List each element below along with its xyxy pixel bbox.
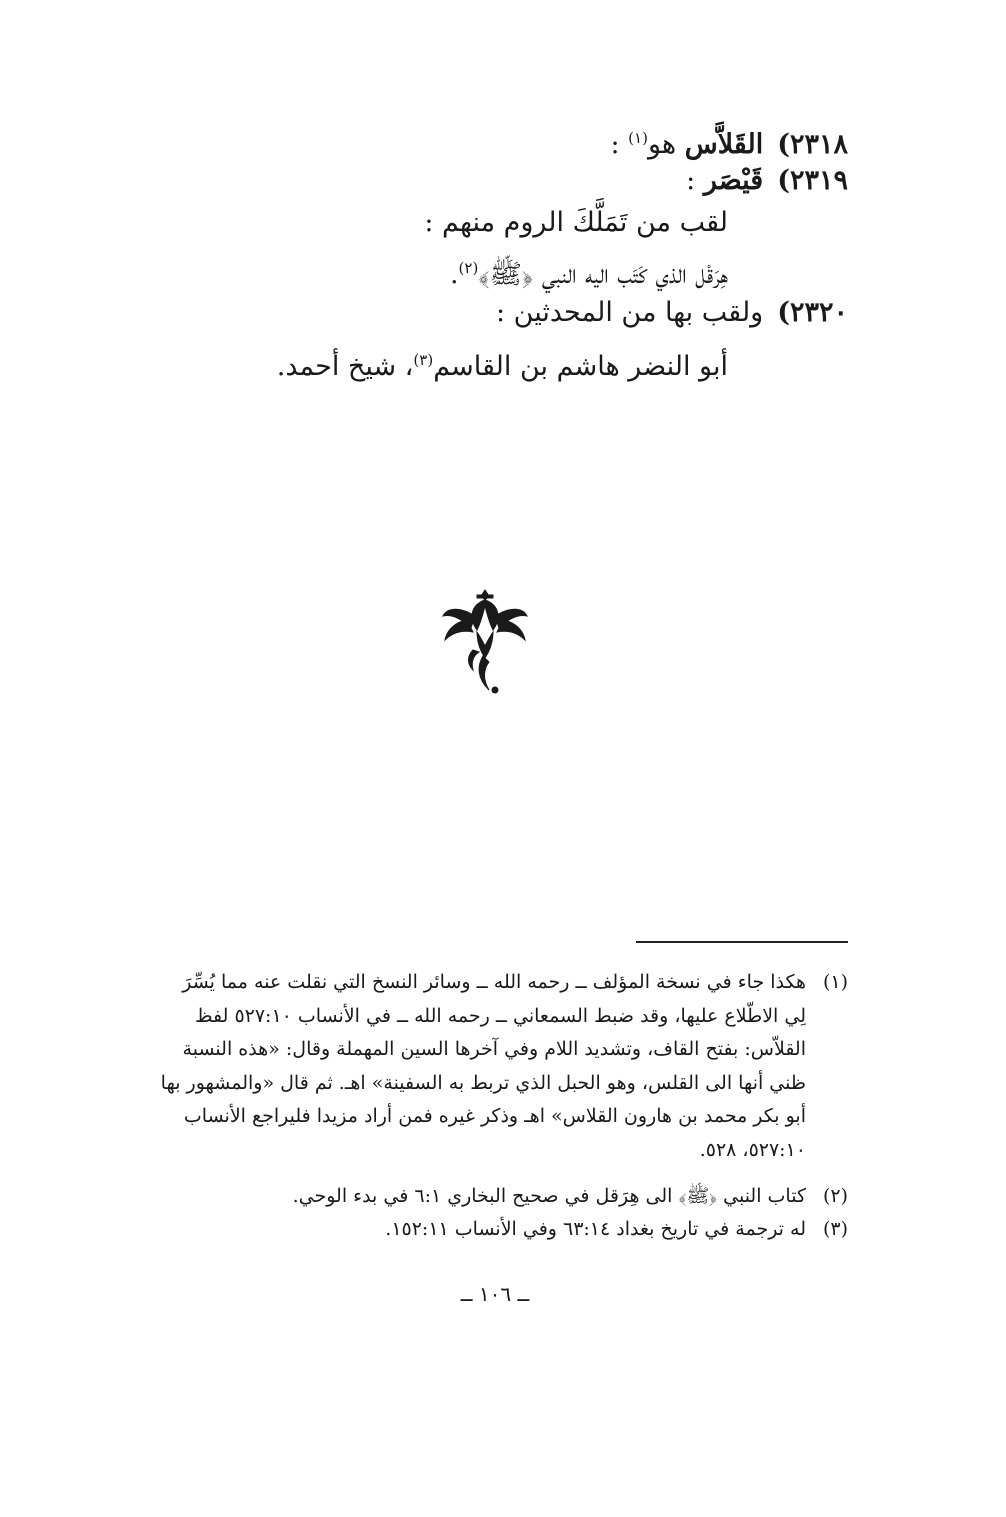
sub-line-text: هِرَقْل الذي كَتَب اليه النبي ﴿ﷺ﴾: [478, 259, 728, 290]
footnote-line: ظني أنها الى القلس، وهو الحبل الذي تربط به السفينة» اهـ. ثم قال «والمشهور بها: [160, 1071, 806, 1094]
footnote-line: القلاّس: بفتح القاف، وتشديد اللام وفي آخرها السين المهملة وقال: «هذه النسبة: [182, 1038, 806, 1060]
entry-term: القَلاَّس: [684, 129, 764, 160]
entry-text: ولقب بها من المحدثين :: [495, 297, 764, 328]
entry-term: قَيْصَر: [703, 165, 764, 196]
footnote-line: كتاب النبي ﴿ﷺ﴾ الى هِرَقل في صحيح البخاري ٦:١ في بدء الوحي.: [292, 1185, 806, 1207]
sub-line-tail: .: [449, 259, 459, 290]
sub-line-tail: ، شيخ أحمد.: [276, 351, 414, 382]
sub-line: [168, 248, 728, 295]
footnote-1: [136, 966, 806, 1167]
sub-line: [168, 340, 728, 387]
entry-number: ٢٣١٨): [777, 129, 848, 160]
entry-2318: [148, 118, 848, 165]
footnote-line: هكذا جاء في نسخة المؤلف ــ رحمه الله ــ وسائر النسخ التي نقلت عنه مما يُسِّرَ: [182, 971, 806, 993]
entry-number: ٢٣٢٠): [777, 297, 848, 328]
floral-ornament-icon: [437, 586, 533, 696]
footnote-mark: (٢): [822, 1185, 848, 1207]
entry-2320: [148, 293, 848, 333]
footnote-ref: (٣): [413, 351, 434, 369]
footnote-line: له ترجمة في تاريخ بغداد ٦٣:١٤ وفي الأنساب ١٥٢:١١.: [385, 1218, 806, 1240]
footnote-line: ٥٢٧:١٠، ٥٢٨.: [699, 1138, 806, 1161]
entry-2319: [148, 161, 848, 201]
footnote-mark: (٣): [822, 1218, 848, 1240]
sub-line-text: أبو النضر هاشم بن القاسم: [433, 351, 728, 382]
footnote-line: لِي الاطّلاع عليها، وقد ضبط السمعاني ــ رحمه الله ــ في الأنساب ٥٢٧:١٠ لفظ: [194, 1004, 806, 1027]
entry-text: هو: [647, 129, 685, 160]
footnote-line: أبو بكر محمد بن هارون القلاس» اهـ وذكر غيره فمن أراد مزيدا فليراجع الأنساب: [183, 1105, 806, 1127]
footnote-mark: (١): [822, 971, 848, 993]
sub-line-text: لقب من تَمَلَّكَ الروم منهم :: [424, 207, 728, 238]
footnote-3: [136, 1213, 806, 1247]
footnote-ref: (١): [628, 129, 648, 147]
page-number: ــ ١٠٦ ــ: [460, 1282, 530, 1306]
footnote-separator: [636, 941, 848, 943]
footnote-2: [136, 1180, 806, 1214]
footnote-ref: (٢): [458, 259, 479, 277]
sub-line: [168, 203, 728, 243]
entry-text: :: [686, 165, 704, 196]
entry-tail: :: [610, 129, 629, 160]
entry-number: ٢٣١٩): [777, 165, 848, 196]
